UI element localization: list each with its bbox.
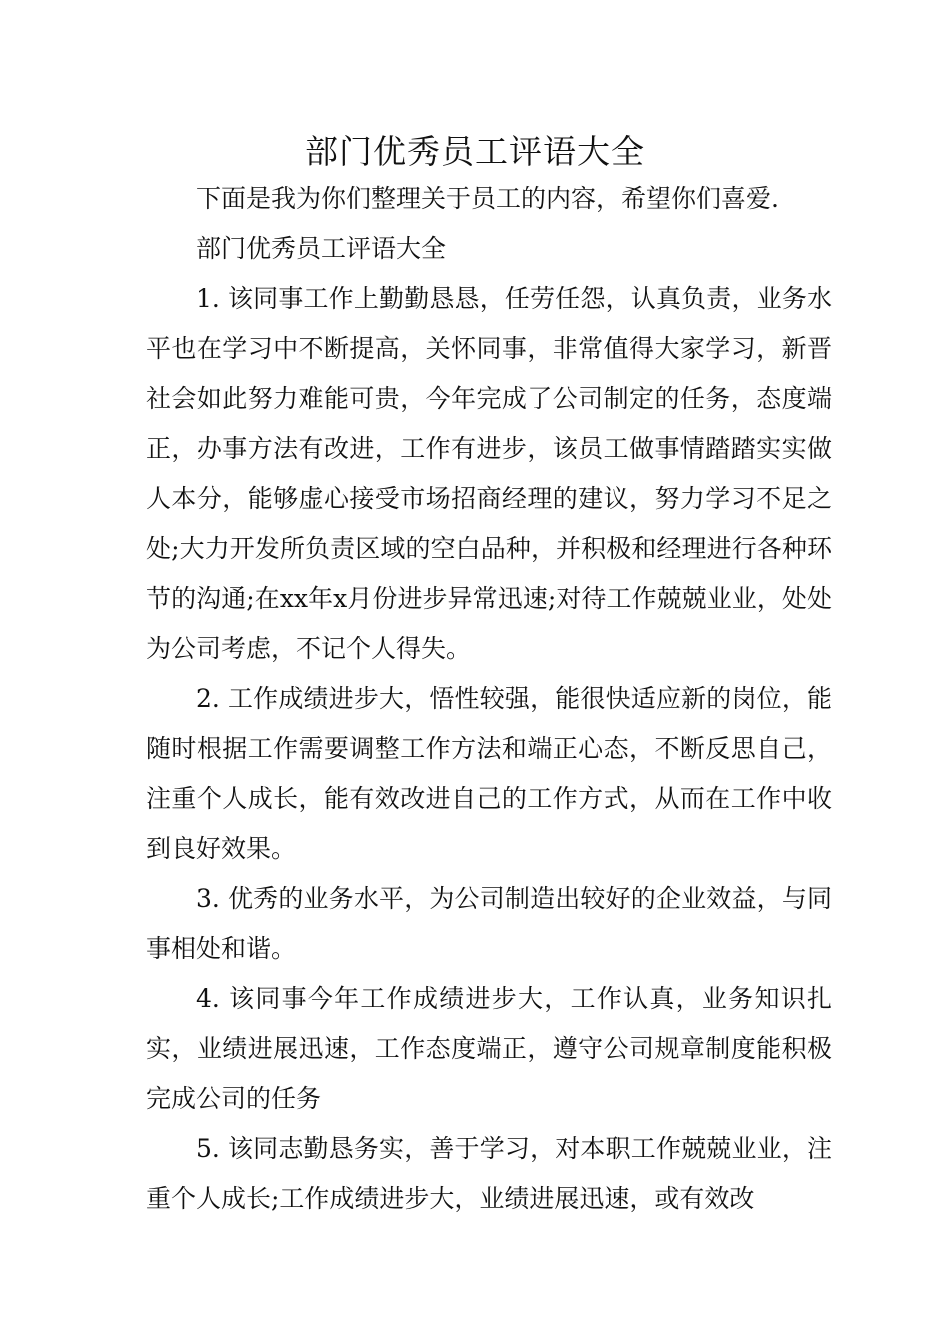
document-title: 部门优秀员工评语大全 (305, 132, 645, 171)
paragraph-item-2: 2. 工作成绩进步大，悟性较强，能很快适应新的岗位，能随时根据工作需要调整工作方法和端正心态，不断反思自己，注重个人成长，能有效改进自己的工作方式，从而在工作中收到良好效果。 (146, 684, 832, 863)
paragraph-item-4: 4. 该同事今年工作成绩进步大，工作认真，业务知识扎实，业绩进展迅速，工作态度端正，遵守公司规章制度能积极完成公司的任务 (146, 984, 832, 1113)
paragraph-subtitle: 部门优秀员工评语大全 (196, 234, 447, 263)
paragraph-item-5: 5. 该同志勤恳务实，善于学习，对本职工作兢兢业业，注重个人成长;工作成绩进步大，业绩进展迅速，或有效改 (146, 1134, 832, 1213)
paragraph-intro: 下面是我为你们整理关于员工的内容，希望你们喜爱. (196, 184, 779, 213)
paragraph-item-1: 1. 该同事工作上勤勤恳恳，任劳任怨，认真负责，业务水平也在学习中不断提高，关怀同事，非常值得大家学习，新晋社会如此努力难能可贵，今年完成了公司制定的任务，态度端正，办事方法有改进，工作有进步，该员工做事情踏踏实实做人本分，能够虚心接受市场招商经理的建议，努力学习不足之处;大力开发所负责区域的空白品种，并积极和经理进行各种环节的沟通;在xx年x月份进步异常迅速;对待工作兢兢业业，处处为公司考虑，不记个人得失。 (146, 284, 832, 663)
document-body (146, 174, 832, 1224)
paragraph-item-3: 3. 优秀的业务水平，为公司制造出较好的企业效益，与同事相处和谐。 (146, 884, 832, 963)
